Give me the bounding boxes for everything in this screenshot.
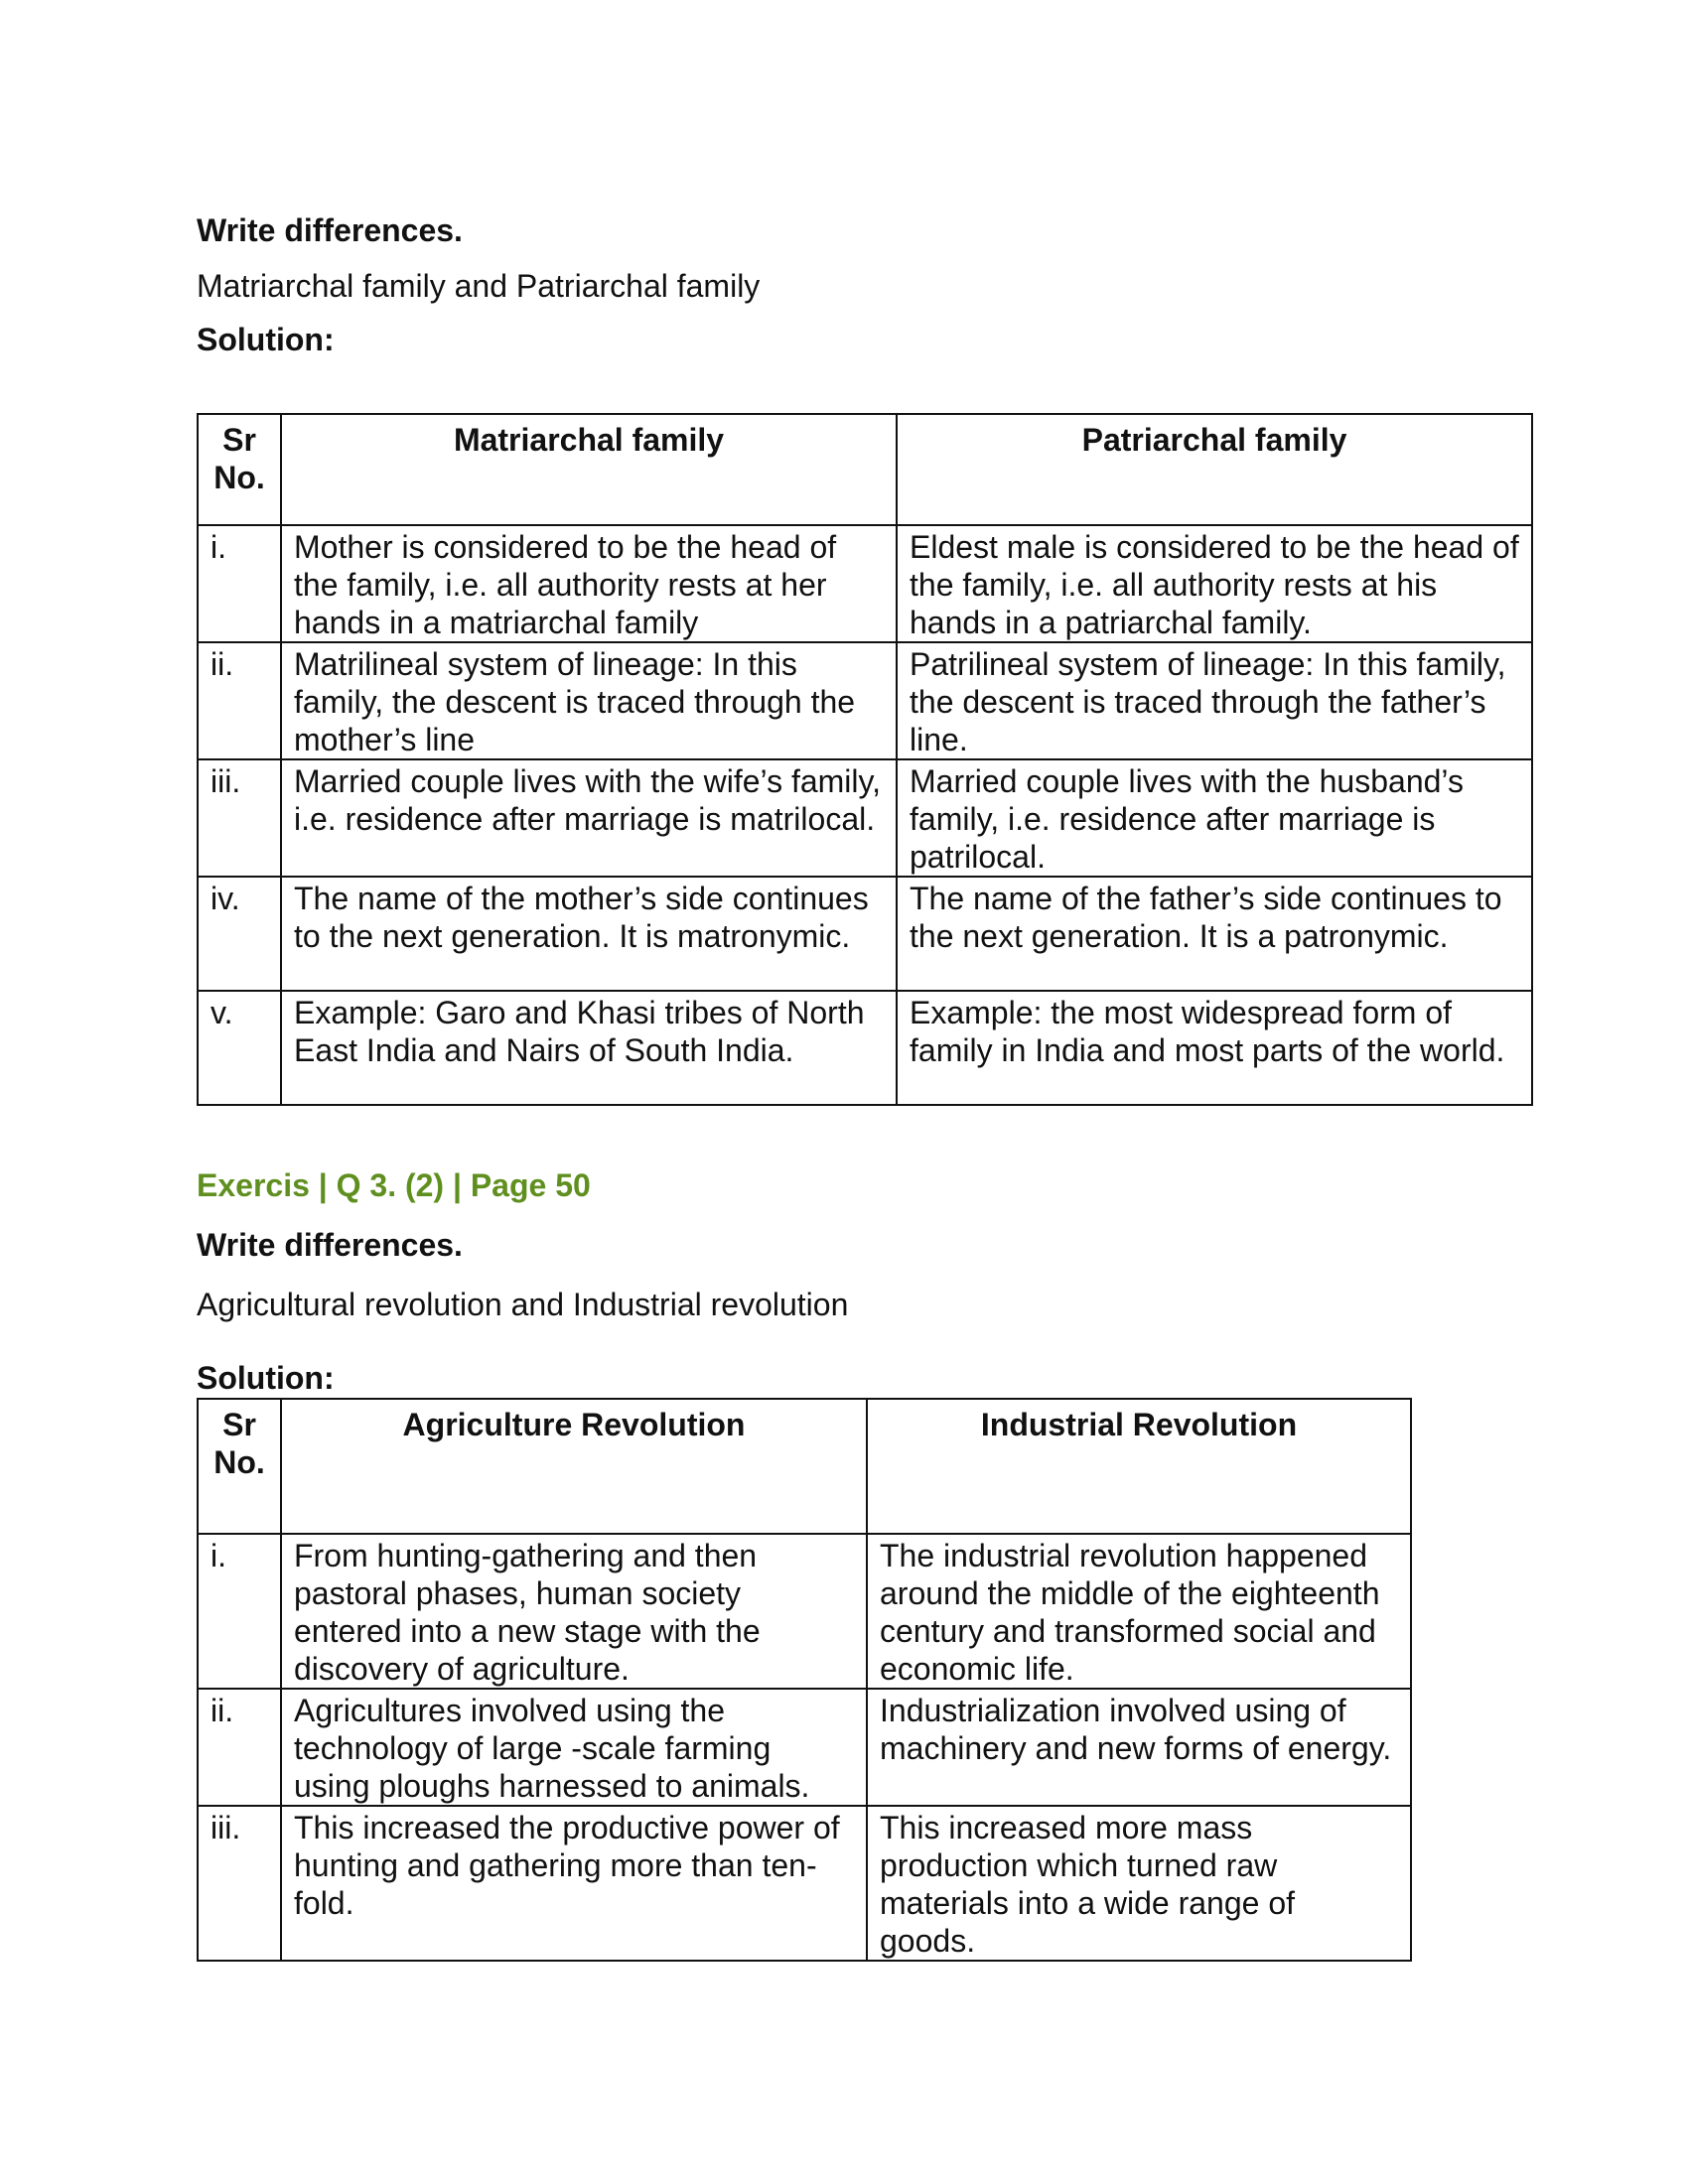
row-agriculture-cell: Agricultures involved using the technology of large -scale farming using ploughs harnessed to animals. (281, 1689, 867, 1806)
header-sr-no: Sr No. (198, 1399, 281, 1534)
header-agriculture-revolution: Agriculture Revolution (281, 1399, 867, 1534)
row-sr: i. (198, 1534, 281, 1689)
row-patriarchal-cell: The name of the father’s side continues to the next generation. It is a patronymic. (897, 877, 1532, 991)
table-row (198, 1689, 1411, 1806)
table-row (198, 877, 1532, 991)
table-row (198, 759, 1532, 877)
section1-solution-label: Solution: (197, 322, 335, 357)
row-matriarchal-cell: Married couple lives with the wife’s family, i.e. residence after marriage is matrilocal. (281, 759, 897, 877)
row-sr: iv. (198, 877, 281, 991)
row-sr: ii. (198, 1689, 281, 1806)
row-patriarchal-cell: Married couple lives with the husband’s family, i.e. residence after marriage is patrilocal. (897, 759, 1532, 877)
row-industrial-cell: Industrialization involved using of machinery and new forms of energy. (867, 1689, 1411, 1806)
row-sr: v. (198, 991, 281, 1105)
section2-solution-label: Solution: (197, 1360, 335, 1396)
row-patriarchal-cell: Eldest male is considered to be the head of the family, i.e. all authority rests at his hands in a patriarchal family. (897, 525, 1532, 642)
row-matriarchal-cell: Mother is considered to be the head of the family, i.e. all authority rests at her hands in a matriarchal family (281, 525, 897, 642)
table-header-row (198, 1399, 1411, 1534)
row-patriarchal-cell: Example: the most widespread form of family in India and most parts of the world. (897, 991, 1532, 1105)
row-sr: iii. (198, 759, 281, 877)
row-sr: ii. (198, 642, 281, 759)
table-row (198, 1534, 1411, 1689)
row-matriarchal-cell: Matrilineal system of lineage: In this family, the descent is traced through the mother’s line (281, 642, 897, 759)
table-row (198, 1806, 1411, 1961)
row-patriarchal-cell: Patrilineal system of lineage: In this family, the descent is traced through the father’s line. (897, 642, 1532, 759)
table-row (198, 991, 1532, 1105)
section2-reference-link[interactable]: Exercis | Q 3. (2) | Page 50 (197, 1167, 591, 1203)
table-row (198, 642, 1532, 759)
header-industrial-revolution: Industrial Revolution (867, 1399, 1411, 1534)
row-industrial-cell: The industrial revolution happened around the middle of the eighteenth century and transformed social and economic life. (867, 1534, 1411, 1689)
header-patriarchal-family: Patriarchal family (897, 414, 1532, 525)
table-header-row (198, 414, 1532, 525)
header-sr-no: Sr No. (198, 414, 281, 525)
table-row (198, 525, 1532, 642)
section1-heading: Write differences. (197, 212, 463, 248)
header-matriarchal-family: Matriarchal family (281, 414, 897, 525)
section2-topic: Agricultural revolution and Industrial revolution (197, 1287, 849, 1322)
row-agriculture-cell: From hunting-gathering and then pastoral phases, human society entered into a new stage with the discovery of agriculture. (281, 1534, 867, 1689)
row-industrial-cell: This increased more mass production which turned raw materials into a wide range of goods. (867, 1806, 1411, 1961)
matriarchal-patriarchal-table (197, 413, 1533, 1106)
row-matriarchal-cell: The name of the mother’s side continues to the next generation. It is matronymic. (281, 877, 897, 991)
row-matriarchal-cell: Example: Garo and Khasi tribes of North East India and Nairs of South India. (281, 991, 897, 1105)
section2-heading: Write differences. (197, 1227, 463, 1263)
section1-topic: Matriarchal family and Patriarchal family (197, 268, 761, 304)
row-sr: iii. (198, 1806, 281, 1961)
row-sr: i. (198, 525, 281, 642)
agricultural-industrial-table (197, 1398, 1412, 1962)
row-agriculture-cell: This increased the productive power of hunting and gathering more than ten-fold. (281, 1806, 867, 1961)
